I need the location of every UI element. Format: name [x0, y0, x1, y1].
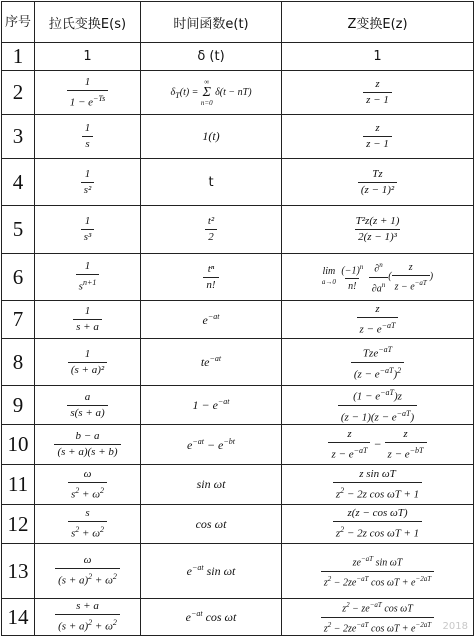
- header-z: Z变换E(z): [282, 2, 474, 43]
- laplace-denominator: $1 - e^{-Ts}$: [67, 90, 109, 110]
- time-cell: $1 - e^{-at}$: [141, 386, 282, 425]
- z-denominator: $z - e^{-aT}$: [357, 317, 399, 337]
- watermark: 2018: [442, 621, 468, 632]
- table-row: [2, 71, 474, 115]
- z-denominator: $z^2 - 2ze^{-aT}$ $\cos \omega T + e^{-2aT}$: [321, 617, 434, 635]
- laplace-numerator: s: [85, 507, 90, 520]
- row-number: 4: [2, 159, 35, 206]
- row-number: 11: [2, 465, 35, 505]
- laplace-cell: [35, 71, 141, 115]
- z-cell: [282, 465, 474, 505]
- table-row: [2, 115, 474, 159]
- z-cell: [282, 425, 474, 465]
- z-numerator: z sin ωT: [359, 467, 396, 480]
- laplace-cell: [35, 599, 141, 636]
- laplace-denominator: $(s + a)^2 + \omega^2$: [55, 614, 120, 634]
- time-denominator: 2: [205, 229, 217, 244]
- laplace-numerator: a: [84, 390, 91, 403]
- laplace-cell: 1: [35, 43, 141, 71]
- z-numerator: z: [375, 122, 380, 134]
- row-number: 2: [2, 71, 35, 115]
- laplace-numerator: s + a: [76, 600, 99, 613]
- z-denominator: 2(z − 1)³: [355, 229, 400, 244]
- row-number: 13: [2, 544, 35, 599]
- laplace-denominator: $s^2 + \omega^2$: [68, 482, 107, 502]
- z-numerator: Tze$^{-aT}$: [362, 344, 393, 360]
- z-numerator: z: [375, 78, 380, 90]
- table-row: [2, 505, 474, 544]
- z-numerator: z(z − cos ωT): [347, 507, 408, 520]
- table-row: [2, 206, 474, 254]
- z-cell: [282, 386, 474, 425]
- time-cell: $e^{-at}$: [141, 301, 282, 339]
- laplace-denominator: (s + a)(s + b): [54, 444, 120, 459]
- z-denominator: (z − 1)²: [358, 182, 397, 197]
- z-numerator: $(1 - e^{-aT})z$: [353, 388, 402, 403]
- laplace-numerator: 1: [84, 215, 91, 227]
- z-cell: [282, 254, 474, 301]
- time-cell: [141, 254, 282, 301]
- laplace-numerator: 1: [84, 122, 91, 134]
- row-number: 5: [2, 206, 35, 254]
- row-number: 7: [2, 301, 35, 339]
- laplace-cell: [35, 115, 141, 159]
- z-numerator: z: [375, 302, 380, 315]
- laplace-numerator: ω: [83, 554, 92, 567]
- laplace-numerator: b − a: [75, 430, 100, 443]
- z-cell: 1: [282, 43, 474, 71]
- z-transform-table: [1, 1, 474, 636]
- header-seq: 序号: [2, 2, 35, 43]
- z-cell: [282, 115, 474, 159]
- laplace-numerator: 1: [84, 167, 91, 180]
- row-number: 8: [2, 339, 35, 386]
- row-number: 1: [2, 43, 35, 71]
- time-expression: $\delta_T(t)$ = ∞ Σ n=0 δ(t − nT): [170, 78, 252, 107]
- time-cell: $e^{-at}$ sin ωt: [141, 544, 282, 599]
- laplace-denominator: $(s + a)^2 + \omega^2$: [55, 568, 120, 588]
- time-cell: cos ωt: [141, 505, 282, 544]
- z-cell: [282, 505, 474, 544]
- laplace-numerator: 1: [84, 347, 91, 360]
- laplace-denominator: s(s + a): [67, 405, 107, 420]
- z-cell: [282, 71, 474, 115]
- z-denominator: z − 1: [363, 92, 392, 107]
- z-expression: lim a→0 $\frac{(-1)^n}{n!}$ $\frac{\partial^n}{\partial a^n}$ ( $\frac{z}{z - e^{-aT}}$ ): [321, 261, 434, 294]
- z-numerator: $z^2 - ze^{-aT}$ cos ωT: [342, 601, 413, 615]
- row-number: 14: [2, 599, 35, 636]
- table-row: [2, 544, 474, 599]
- laplace-cell: [35, 505, 141, 544]
- time-cell: t: [141, 159, 282, 206]
- z-cell: [282, 544, 474, 599]
- time-cell: [141, 206, 282, 254]
- time-cell: sin ωt: [141, 465, 282, 505]
- laplace-cell: [35, 465, 141, 505]
- z-denominator: $z^2 - 2ze^{-aT}$ $\cos \omega T + e^{-2aT}$: [321, 571, 434, 589]
- z-expression: $\frac{z}{z - e^{-aT}}$ − $\frac{z}{z - e^{-bT}}$: [328, 437, 426, 451]
- laplace-cell: [35, 386, 141, 425]
- time-denominator: n!: [203, 277, 218, 292]
- laplace-cell: [35, 301, 141, 339]
- row-number: 12: [2, 505, 35, 544]
- row-number: 10: [2, 425, 35, 465]
- time-cell: δ (t): [141, 43, 282, 71]
- time-cell: $e^{-at} - e^{-bt}$: [141, 425, 282, 465]
- z-cell: [282, 301, 474, 339]
- z-cell: [282, 206, 474, 254]
- z-numerator: $ze^{-aT}$ sin ωT: [352, 555, 403, 569]
- table-row: [2, 465, 474, 505]
- laplace-denominator: $s^{n+1}$: [76, 274, 100, 294]
- table-row: [2, 301, 474, 339]
- table-row: [2, 339, 474, 386]
- row-number: 6: [2, 254, 35, 301]
- time-cell: $e^{-at}$ cos ωt: [141, 599, 282, 636]
- laplace-numerator: 1: [84, 75, 91, 88]
- header-laplace: 拉氏变换E(s): [35, 2, 141, 43]
- row-number: 9: [2, 386, 35, 425]
- z-numerator: Tz: [372, 167, 383, 180]
- laplace-denominator: s: [82, 136, 92, 151]
- table-row: [2, 43, 474, 71]
- z-numerator: T²z(z + 1): [355, 215, 400, 227]
- laplace-cell: [35, 206, 141, 254]
- time-numerator: t²: [207, 215, 215, 227]
- table-row: [2, 599, 474, 636]
- laplace-cell: [35, 544, 141, 599]
- header-time: 时间函数e(t): [141, 2, 282, 43]
- time-numerator: tⁿ: [207, 262, 215, 275]
- laplace-cell: [35, 254, 141, 301]
- laplace-numerator: 1: [84, 305, 91, 317]
- z-denominator: z − 1: [363, 136, 392, 151]
- table-row: [2, 425, 474, 465]
- time-cell: [141, 71, 282, 115]
- laplace-denominator: s²: [81, 182, 95, 197]
- table-row: [2, 386, 474, 425]
- laplace-cell: [35, 339, 141, 386]
- laplace-denominator: s³: [81, 229, 95, 244]
- laplace-numerator: ω: [83, 467, 92, 480]
- laplace-cell: [35, 425, 141, 465]
- laplace-denominator: (s + a)²: [68, 362, 107, 377]
- header-row: [2, 2, 474, 43]
- laplace-denominator: $s^2 + \omega^2$: [68, 521, 107, 541]
- row-number: 3: [2, 115, 35, 159]
- laplace-numerator: 1: [84, 260, 91, 273]
- z-cell: [282, 159, 474, 206]
- table-row: [2, 254, 474, 301]
- z-denominator: $(z - e^{-aT})^2$: [351, 362, 404, 382]
- time-cell: $te^{-at}$: [141, 339, 282, 386]
- z-denominator: $z^2 - 2z$ cos ωT + 1: [333, 482, 422, 502]
- laplace-cell: [35, 159, 141, 206]
- z-cell: [282, 339, 474, 386]
- z-denominator: $(z - 1)(z - e^{-aT})$: [338, 405, 417, 425]
- z-denominator: $z^2 - 2z$ cos ωT + 1: [333, 521, 422, 541]
- table-row: [2, 159, 474, 206]
- laplace-denominator: s + a: [73, 319, 102, 334]
- time-cell: 1(t): [141, 115, 282, 159]
